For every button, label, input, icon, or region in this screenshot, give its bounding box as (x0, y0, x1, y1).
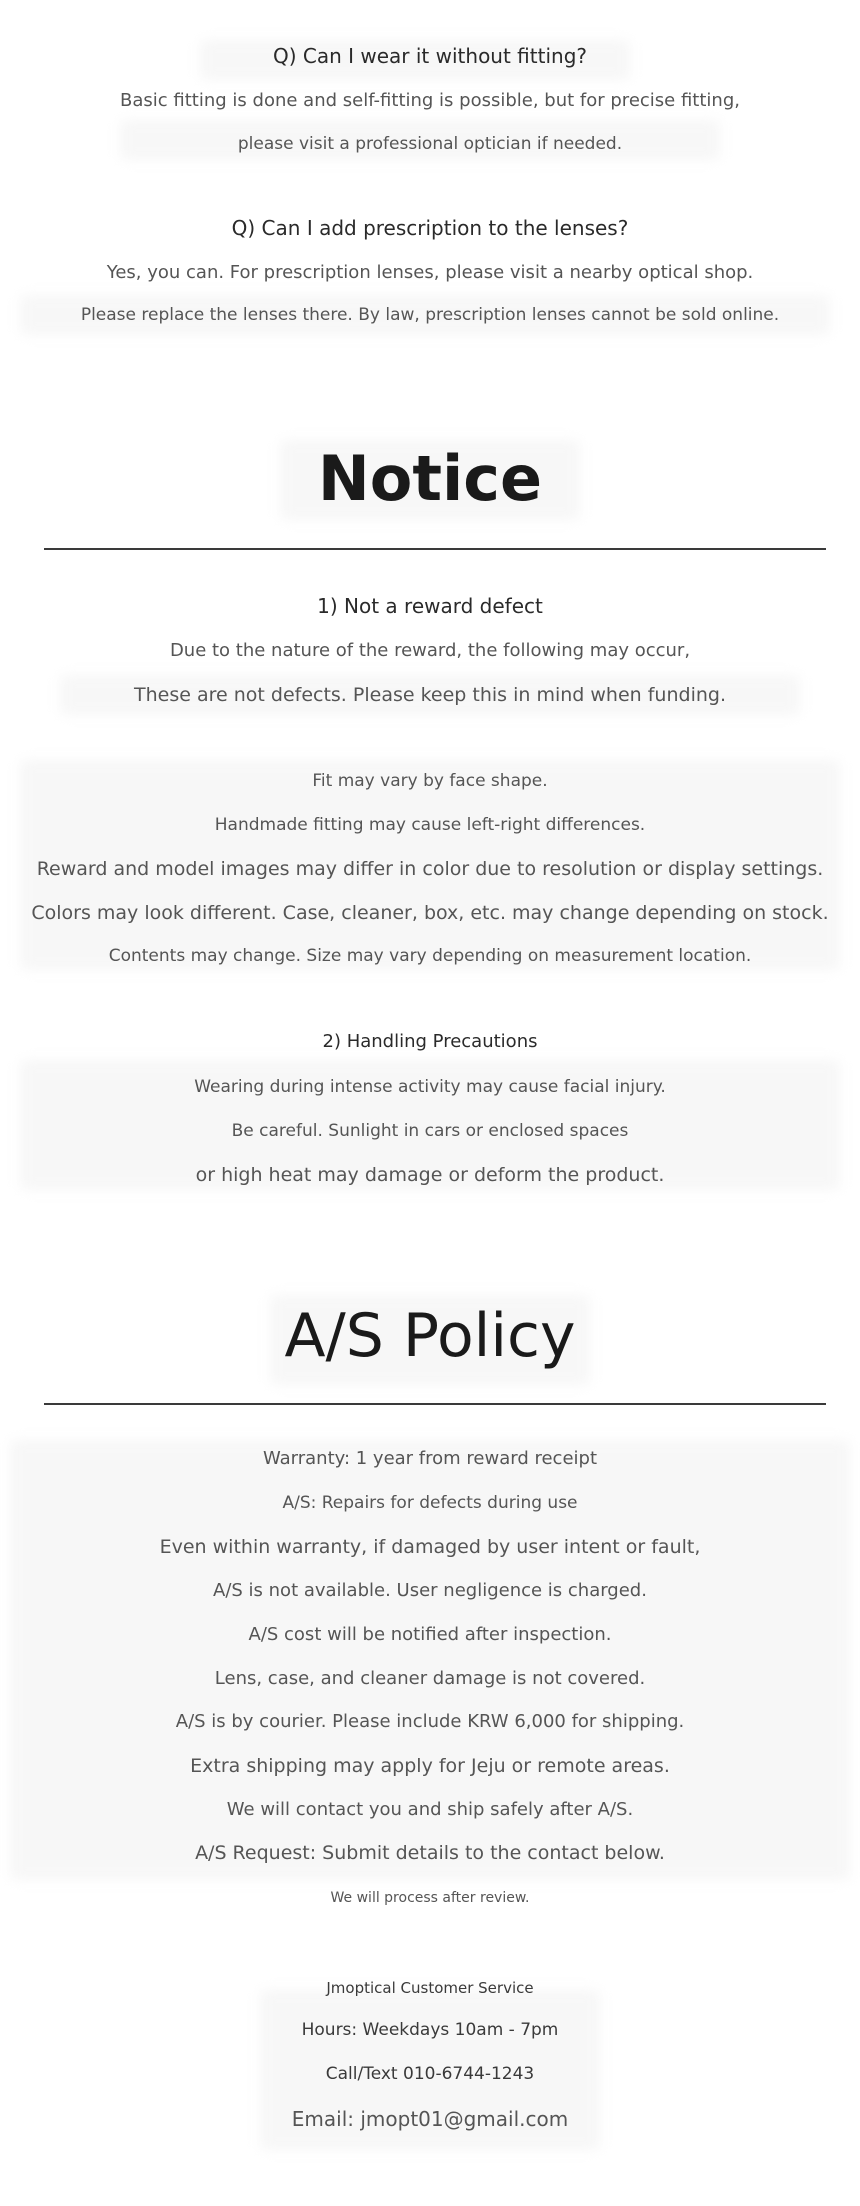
notice-section1-intro-line-2: These are not defects. Please keep this in mind when funding. (134, 684, 726, 706)
notice-divider (44, 548, 826, 550)
as-policy-line: A/S cost will be notified after inspection. (248, 1624, 612, 1645)
notice-section1-intro-line-1: Due to the nature of the reward, the following may occur, (169, 640, 691, 661)
contact-hours: Hours: Weekdays 10am - 7pm (301, 2020, 559, 2040)
faq-answer-fitting-line-1: Basic fitting is done and self-fitting is possible, but for precise fitting, (120, 90, 740, 111)
faq-question-prescription: Q) Can I add prescription to the lenses? (231, 216, 629, 240)
notice-title: Notice (317, 442, 543, 515)
as-policy-line: Lens, case, and cleaner damage is not covered. (214, 1668, 646, 1689)
notice-section2-heading: 2) Handling Precautions (322, 1031, 538, 1052)
notice-section1-item: Fit may vary by face shape. (312, 771, 548, 791)
faq-answer-prescription-line-1: Yes, you can. For prescription lenses, please visit a nearby optical shop. (106, 262, 754, 283)
as-policy-line: A/S is by courier. Please include KRW 6,000 for shipping. (175, 1711, 685, 1732)
contact-phone: Call/Text 010-6744-1243 (325, 2064, 535, 2084)
contact-email: Email: jmopt01@gmail.com (291, 2107, 569, 2131)
as-policy-line: A/S is not available. User negligence is charged. (213, 1580, 647, 1601)
as-policy-line: A/S Request: Submit details to the contact below. (195, 1842, 665, 1864)
faq-answer-fitting-line-2: please visit a professional optician if needed. (237, 134, 623, 154)
notice-section1-heading: 1) Not a reward defect (317, 594, 543, 618)
notice-section1-item: Reward and model images may differ in color due to resolution or display settings. (36, 858, 824, 880)
as-policy-line: We will contact you and ship safely after A/S. (226, 1799, 634, 1820)
as-policy-divider (44, 1403, 826, 1405)
as-policy-line: Extra shipping may apply for Jeju or remote areas. (190, 1755, 670, 1777)
as-policy-line: A/S: Repairs for defects during use (282, 1493, 578, 1513)
as-policy-line: Warranty: 1 year from reward receipt (262, 1448, 598, 1469)
faq-question-fitting: Q) Can I wear it without fitting? (272, 44, 588, 68)
faq-answer-prescription-line-2: Please replace the lenses there. By law, prescription lenses cannot be sold online. (80, 305, 780, 325)
notice-section1-item: Handmade fitting may cause left-right differences. (214, 815, 646, 835)
as-policy-line: We will process after review. (330, 1890, 530, 1906)
notice-section2-line: or high heat may damage or deform the product. (195, 1164, 665, 1186)
as-policy-title: A/S Policy (284, 1301, 576, 1371)
notice-section1-item: Contents may change. Size may vary depending on measurement location. (108, 946, 752, 966)
notice-section2-line: Wearing during intense activity may cause facial injury. (194, 1077, 666, 1097)
notice-section2-line: Be careful. Sunlight in cars or enclosed spaces (231, 1121, 629, 1141)
contact-name: Jmoptical Customer Service (326, 1979, 534, 1997)
notice-section1-item: Colors may look different. Case, cleaner, box, etc. may change depending on stock. (31, 902, 829, 924)
as-policy-line: Even within warranty, if damaged by user intent or fault, (159, 1536, 701, 1558)
